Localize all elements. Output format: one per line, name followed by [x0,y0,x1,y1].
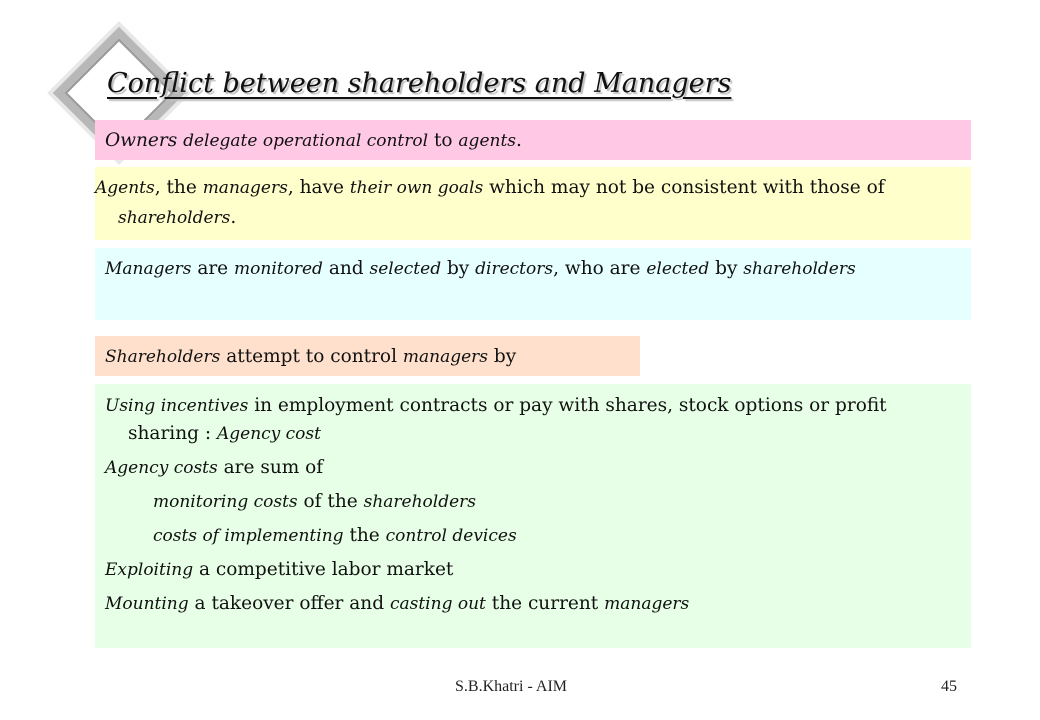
text-mounting: Mounting [105,594,189,614]
text-period: . [516,130,522,151]
text-by: by [715,258,738,279]
list-item [105,590,961,618]
text-agents: agents [458,131,517,151]
owners-delegate-box [95,120,971,160]
text-selected: selected [369,259,442,279]
list-item [105,392,961,448]
text-costs-of-implementing: costs of implementing [153,526,344,546]
text-the-current: the current [491,593,599,614]
control-methods-box [95,384,971,648]
text-attempt: attempt to control [226,346,397,367]
text-monitoring-costs: monitoring costs [153,492,298,512]
text-by: by [446,258,470,279]
text-managers: managers [604,594,690,614]
list-item [105,556,961,584]
text-owners: Owners [105,130,178,151]
text-control-devices: control devices [385,526,517,546]
text-to: to [433,130,453,151]
text-agency-cost: Agency cost [216,424,321,444]
text-shareholders: shareholders [743,259,856,279]
slide-title: Conflict between shareholders and Managers [107,68,732,99]
list-item [105,454,961,482]
text-sum-of: are sum of [223,457,324,478]
managers-monitored-box [95,248,971,320]
text-employment-contracts: in employment contracts or pay with shares, stock options or profit sharing : [128,395,887,444]
page-number: 45 [941,678,957,695]
shareholders-control-box [95,336,640,376]
text-delegate: delegate operational control [183,131,429,151]
text-using-incentives: Using incentives [105,396,249,416]
text-are: are [197,258,229,279]
agents-goals-box [95,167,971,240]
text-and: and [328,258,364,279]
text-shareholders: shareholders [363,492,477,512]
text-directors: directors [475,259,554,279]
text-managers: Managers [105,259,192,279]
text-managers: managers [402,347,489,367]
text-the: , the [154,177,197,198]
text-have: , have [287,177,344,198]
text-exploiting: Exploiting [105,560,194,580]
list-item [105,522,961,550]
text-shareholders: Shareholders [105,347,221,367]
text-own-goals: their own goals [349,178,484,198]
text-monitored: monitored [234,259,323,279]
list-item [105,488,961,516]
footer-author: S.B.Khatri - AIM [455,678,567,695]
text-consistent: which may not be consistent with those of [489,177,885,198]
text-casting-out: casting out [389,594,486,614]
text-who-are: , who are [553,258,641,279]
text-elected: elected [646,259,710,279]
text-agency-costs: Agency costs [105,458,218,478]
text-the: the [349,525,380,546]
text-shareholders: shareholders [118,208,231,228]
text-managers: managers [202,178,288,198]
text-period: . [230,207,237,228]
text-labor-market: a competitive labor market [198,559,454,580]
text-takeover-offer: a takeover offer and [194,593,385,614]
text-by: by [493,346,517,367]
text-of-the: of the [303,491,358,512]
text-agents: Agents [95,178,155,198]
